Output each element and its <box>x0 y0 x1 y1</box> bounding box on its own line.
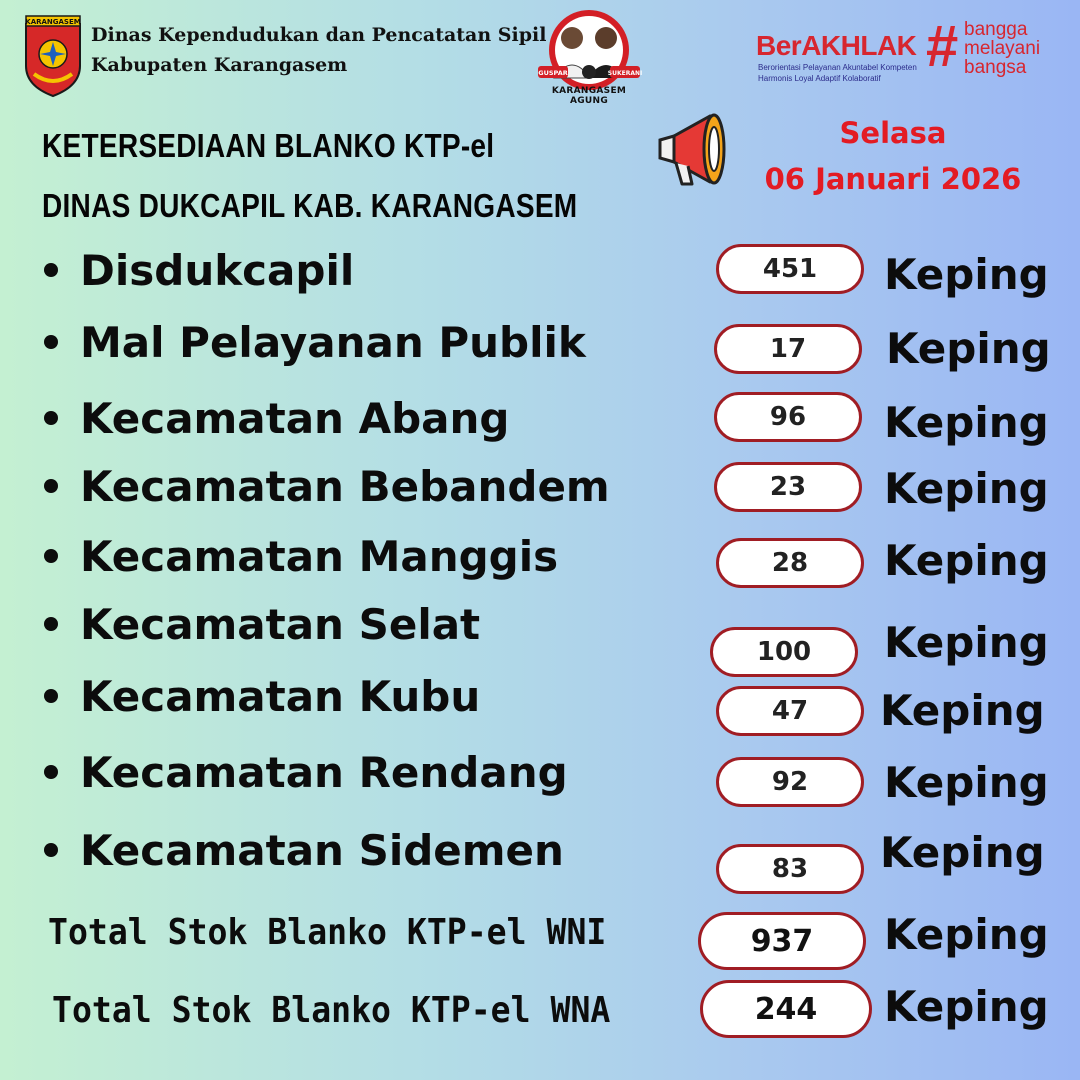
bullet-icon <box>44 843 58 857</box>
title-line-2: DINAS DUKCAPIL KAB. KARANGASEM <box>42 187 578 224</box>
stock-value-pill: 17 <box>714 324 862 374</box>
row-label-text: Kecamatan Abang <box>80 394 510 443</box>
bullet-icon <box>44 335 58 349</box>
date-block <box>740 110 1046 202</box>
row-label <box>38 672 480 721</box>
row-label <box>38 394 509 443</box>
bullet-icon <box>44 617 58 631</box>
row-label <box>38 748 568 797</box>
megaphone-icon <box>652 110 736 190</box>
portrait-name-right: SUKERANI <box>607 70 643 77</box>
bangga-melayani-bangsa <box>964 20 1040 77</box>
unit-label: Keping <box>886 324 1051 373</box>
total-value-pill: 244 <box>700 980 872 1038</box>
stock-value-pill: 23 <box>714 462 862 512</box>
portrait-caption: KARANGASEM AGUNG <box>551 86 627 106</box>
berakhlak-tagline-1: Berorientasi Pelayanan Akuntabel Kompeten <box>758 63 917 72</box>
unit-label: Keping <box>884 758 1049 807</box>
karangasem-logo-icon <box>22 14 84 98</box>
row-label-text: Kecamatan Manggis <box>80 532 559 581</box>
bangsa-word: bangsa <box>964 57 1027 78</box>
unit-label: Keping <box>880 686 1045 735</box>
day-label: Selasa <box>839 116 947 150</box>
stock-value-pill: 100 <box>710 627 858 677</box>
unit-label: Keping <box>884 982 1049 1031</box>
stock-value-pill: 28 <box>716 538 864 588</box>
row-label <box>38 246 354 295</box>
unit-label: Keping <box>884 618 1049 667</box>
organization-name <box>91 20 546 80</box>
bullet-icon <box>44 689 58 703</box>
unit-label: Keping <box>884 398 1049 447</box>
bullet-icon <box>44 263 58 277</box>
berakhlak-tagline <box>758 62 917 84</box>
total-label: Total Stok Blanko KTP-el WNA <box>52 990 611 1031</box>
melayani-word: melayani <box>964 38 1041 59</box>
bullet-icon <box>44 765 58 779</box>
berakhlak-tagline-2: Harmonis Loyal Adaptif Kolaboratif <box>758 74 881 83</box>
row-label <box>38 318 586 367</box>
portrait-name-left: GUSPAR <box>538 69 568 77</box>
stock-value-pill: 96 <box>714 392 862 442</box>
org-line-1: Dinas Kependudukan dan Pencatatan Sipil <box>91 24 547 46</box>
page-title <box>42 116 577 236</box>
title-line-1: KETERSEDIAAN BLANKO KTP-el <box>42 127 495 164</box>
unit-label: Keping <box>884 536 1049 585</box>
stock-value-pill: 92 <box>716 757 864 807</box>
stock-value-pill: 47 <box>716 686 864 736</box>
row-label-text: Kecamatan Sidemen <box>80 826 564 875</box>
row-label <box>38 462 610 511</box>
total-value-pill: 937 <box>698 912 866 970</box>
row-label <box>38 600 480 649</box>
unit-label: Keping <box>880 828 1045 877</box>
date-label: 06 Januari 2026 <box>764 162 1022 196</box>
hashtag-icon: # <box>926 14 959 79</box>
unit-label: Keping <box>884 250 1049 299</box>
row-label-text: Kecamatan Selat <box>80 600 481 649</box>
bullet-icon <box>44 549 58 563</box>
bullet-icon <box>44 479 58 493</box>
bullet-icon <box>44 411 58 425</box>
unit-label: Keping <box>884 464 1049 513</box>
row-label-text: Kecamatan Rendang <box>80 748 568 797</box>
row-label-text: Mal Pelayanan Publik <box>80 318 586 367</box>
stock-value-pill: 451 <box>716 244 864 294</box>
row-label <box>38 532 558 581</box>
bangga-word: bangga <box>964 19 1028 40</box>
org-line-2: Kabupaten Karangasem <box>91 54 348 76</box>
logo-text: KARANGASEM <box>25 18 81 26</box>
berakhlak-logo: BerAKHLAK <box>756 30 917 61</box>
row-label-text: Kecamatan Bebandem <box>80 462 610 511</box>
total-label: Total Stok Blanko KTP-el WNI <box>48 912 607 953</box>
unit-label: Keping <box>884 910 1049 959</box>
stock-value-pill: 83 <box>716 844 864 894</box>
row-label-text: Disdukcapil <box>80 246 355 295</box>
row-label-text: Kecamatan Kubu <box>80 672 481 721</box>
row-label <box>38 826 564 875</box>
leaders-portrait-icon <box>532 8 646 98</box>
